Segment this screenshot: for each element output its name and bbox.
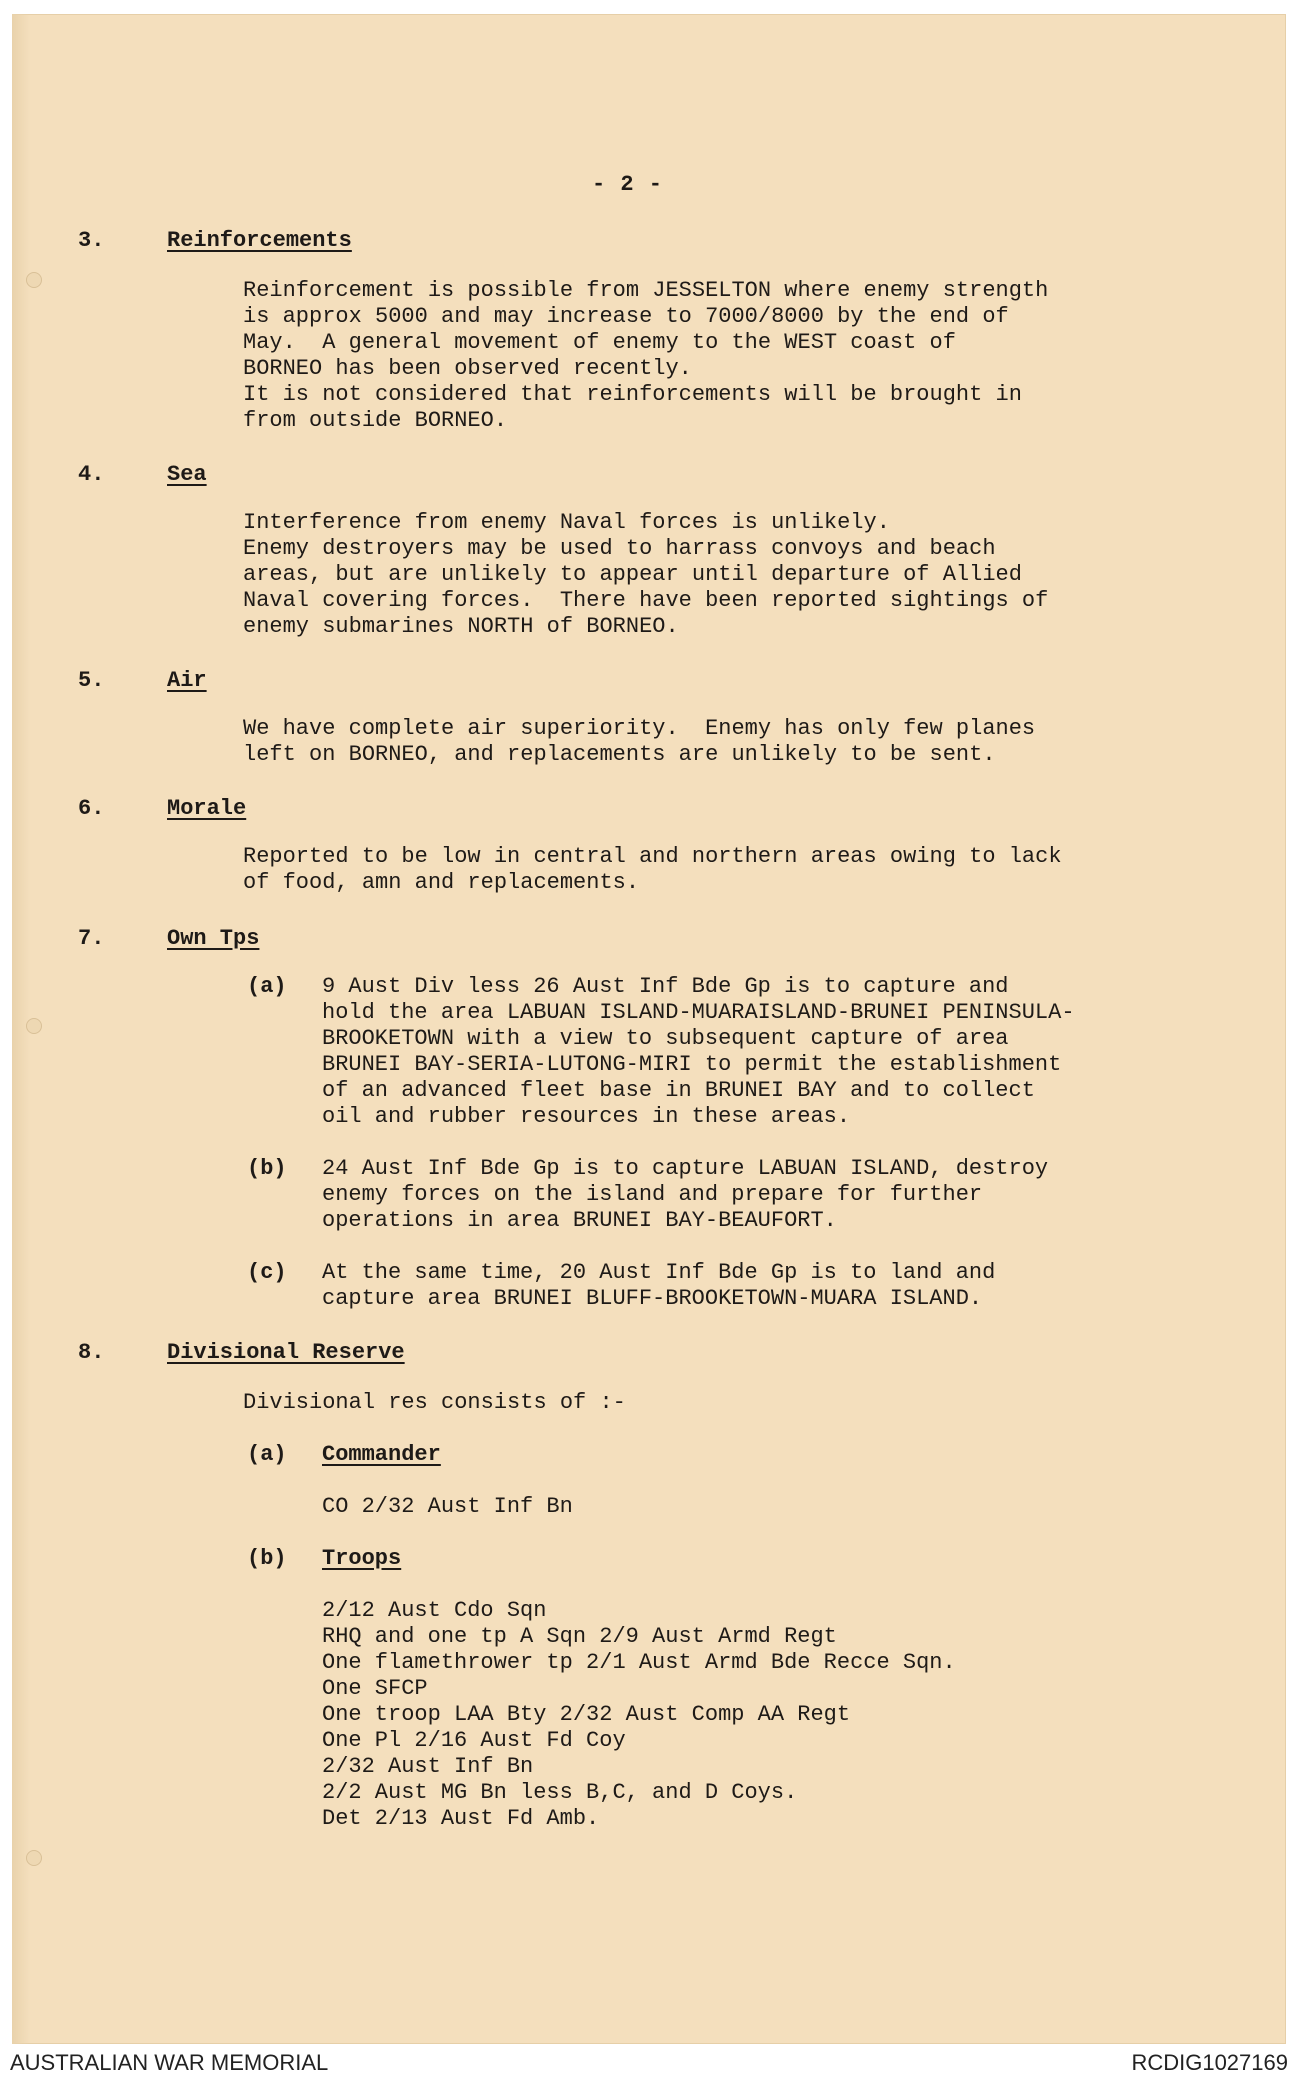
text-line: areas, but are unlikely to appear until departure of Allied bbox=[243, 562, 1022, 587]
section-7-title: Own Tps bbox=[167, 926, 260, 951]
section-7-number: 7. bbox=[78, 926, 105, 951]
footer-institution: AUSTRALIAN WAR MEMORIAL bbox=[10, 2050, 329, 2075]
text-line: Divisional res consists of :- bbox=[243, 1390, 626, 1415]
text-line: Det 2/13 Aust Fd Amb. bbox=[322, 1806, 600, 1831]
text-line: One SFCP bbox=[322, 1676, 428, 1701]
text-line: capture area BRUNEI BLUFF-BROOKETOWN-MUARA ISLAND. bbox=[322, 1286, 983, 1311]
section-4-number: 4. bbox=[78, 462, 105, 487]
subsection-7b-label: (b) bbox=[247, 1156, 287, 1181]
section-3-title: Reinforcements bbox=[167, 228, 352, 253]
text-line: One troop LAA Bty 2/32 Aust Comp AA Regt bbox=[322, 1702, 851, 1727]
text-line: Reinforcement is possible from JESSELTON where enemy strength bbox=[243, 278, 1049, 303]
text-line: 2/32 Aust Inf Bn bbox=[322, 1754, 534, 1779]
section-4-title: Sea bbox=[167, 462, 207, 487]
text-line: 24 Aust Inf Bde Gp is to capture LABUAN ISLAND, destroy bbox=[322, 1156, 1049, 1181]
text-line: One flamethrower tp 2/1 Aust Armd Bde Recce Sqn. bbox=[322, 1650, 956, 1675]
text-line: enemy submarines NORTH of BORNEO. bbox=[243, 614, 679, 639]
subsection-8b-title: Troops bbox=[322, 1546, 402, 1571]
text-line: Naval covering forces. There have been reported sightings of bbox=[243, 588, 1049, 613]
text-line: 2/12 Aust Cdo Sqn bbox=[322, 1598, 547, 1623]
text-line: oil and rubber resources in these areas. bbox=[322, 1104, 851, 1129]
subsection-7a-label: (a) bbox=[247, 974, 287, 999]
text-line: from outside BORNEO. bbox=[243, 408, 508, 433]
section-5-number: 5. bbox=[78, 668, 105, 693]
text-line: BRUNEI BAY-SERIA-LUTONG-MIRI to permit the establishment bbox=[322, 1052, 1062, 1077]
text-line: Enemy destroyers may be used to harrass convoys and beach bbox=[243, 536, 996, 561]
text-line: hold the area LABUAN ISLAND-MUARAISLAND-BRUNEI PENINSULA- bbox=[322, 1000, 1075, 1025]
text-line: RHQ and one tp A Sqn 2/9 Aust Armd Regt bbox=[322, 1624, 837, 1649]
section-3-number: 3. bbox=[78, 228, 105, 253]
punch-hole bbox=[26, 1850, 42, 1866]
text-line: of an advanced fleet base in BRUNEI BAY and to collect bbox=[322, 1078, 1035, 1103]
text-line: It is not considered that reinforcements will be brought in bbox=[243, 382, 1022, 407]
text-line: Interference from enemy Naval forces is unlikely. bbox=[243, 510, 890, 535]
text-line: CO 2/32 Aust Inf Bn bbox=[322, 1494, 573, 1519]
punch-hole bbox=[26, 272, 42, 288]
text-line: 2/2 Aust MG Bn less B,C, and D Coys. bbox=[322, 1780, 798, 1805]
text-line: At the same time, 20 Aust Inf Bde Gp is to land and bbox=[322, 1260, 996, 1285]
text-line: BORNEO has been observed recently. bbox=[243, 356, 692, 381]
text-line: Reported to be low in central and northern areas owing to lack bbox=[243, 844, 1062, 869]
text-line: May. A general movement of enemy to the WEST coast of bbox=[243, 330, 956, 355]
text-line: operations in area BRUNEI BAY-BEAUFORT. bbox=[322, 1208, 837, 1233]
section-6-title: Morale bbox=[167, 796, 247, 821]
section-6-number: 6. bbox=[78, 796, 105, 821]
text-line: One Pl 2/16 Aust Fd Coy bbox=[322, 1728, 626, 1753]
subsection-7c-label: (c) bbox=[247, 1260, 287, 1285]
text-line: is approx 5000 and may increase to 7000/8000 by the end of bbox=[243, 304, 1009, 329]
text-line: BROOKETOWN with a view to subsequent capture of area bbox=[322, 1026, 1009, 1051]
text-line: left on BORNEO, and replacements are unlikely to be sent. bbox=[243, 742, 996, 767]
text-line: of food, amn and replacements. bbox=[243, 870, 640, 895]
subsection-8a-label: (a) bbox=[247, 1442, 287, 1467]
section-8-number: 8. bbox=[78, 1340, 105, 1365]
subsection-8a-title: Commander bbox=[322, 1442, 441, 1467]
footer-record-id: RCDIG1027169 bbox=[1131, 2050, 1288, 2075]
punch-hole bbox=[26, 1018, 42, 1034]
page-number: - 2 - bbox=[592, 172, 664, 197]
section-8-title: Divisional Reserve bbox=[167, 1340, 405, 1365]
text-line: 9 Aust Div less 26 Aust Inf Bde Gp is to capture and bbox=[322, 974, 1009, 999]
text-line: We have complete air superiority. Enemy has only few planes bbox=[243, 716, 1036, 741]
text-line: enemy forces on the island and prepare for further bbox=[322, 1182, 983, 1207]
subsection-8b-label: (b) bbox=[247, 1546, 287, 1571]
section-5-title: Air bbox=[167, 668, 207, 693]
